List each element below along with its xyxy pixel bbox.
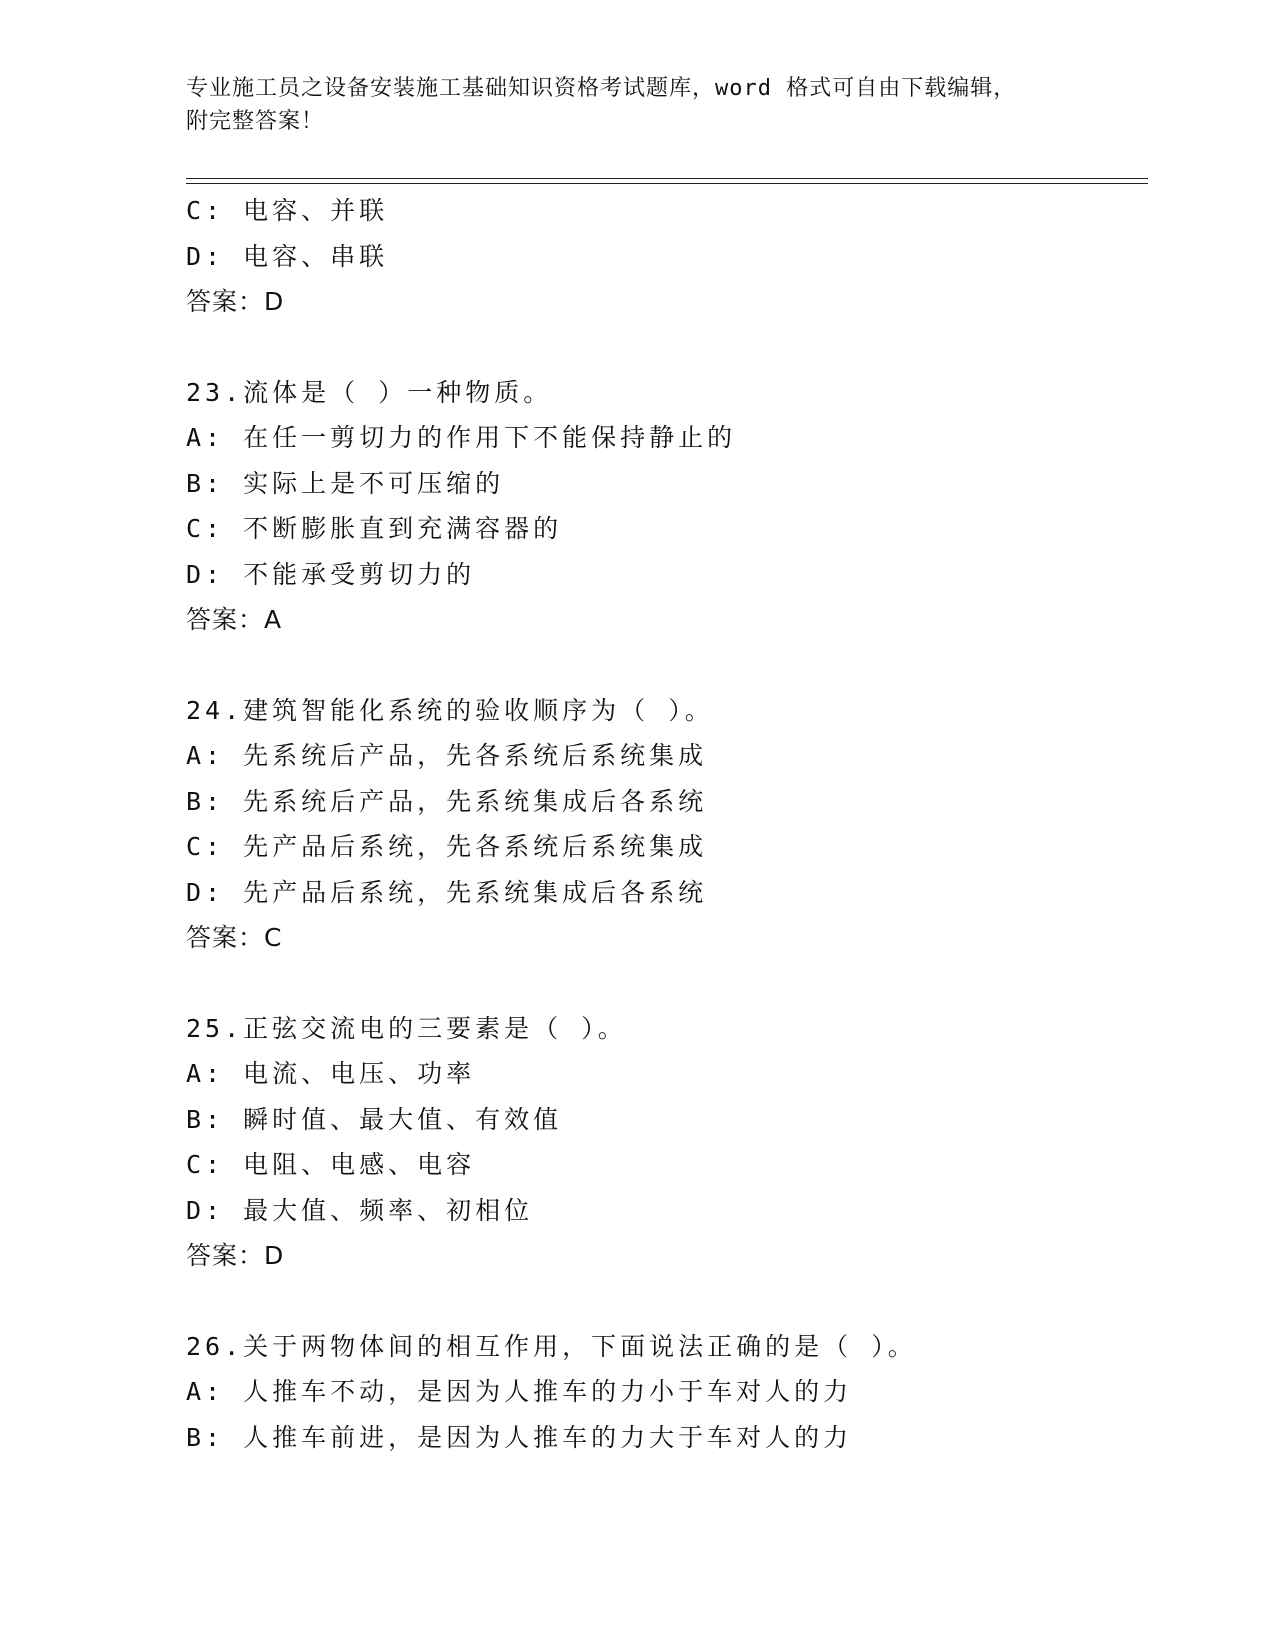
option-line: C: 电阻、电感、电容 (186, 1150, 476, 1179)
spacer (186, 961, 1136, 1006)
option-line: D: 电容、串联 (186, 241, 389, 271)
spacer (186, 1279, 1136, 1324)
answer-line: 答案：D (186, 1241, 285, 1270)
answer-line: 答案：D (186, 287, 285, 316)
question-stem: 26.关于两物体间的相互作用，下面说法正确的是（ ）。 (186, 1331, 917, 1361)
option-line: D: 先产品后系统，先系统集成后各系统 (186, 877, 708, 907)
question-list (186, 188, 1136, 1460)
option-line: D: 不能承受剪切力的 (186, 559, 476, 589)
question-block (186, 1324, 1136, 1461)
answer-line: 答案：C (186, 923, 283, 952)
option-line: B: 实际上是不可压缩的 (186, 468, 505, 498)
option-line: B: 先系统后产品，先系统集成后各系统 (186, 786, 708, 816)
header-line: 附完整答案！ (186, 109, 325, 134)
header-divider (186, 183, 1148, 184)
option-line: C: 电容、并联 (186, 196, 389, 225)
header-line: 专业施工员之设备安装施工基础知识资格考试题库，word 格式可自由下载编辑， (186, 76, 1017, 101)
spacer (186, 643, 1136, 688)
header-divider (186, 178, 1148, 179)
question-block (186, 688, 1136, 961)
option-line: B: 瞬时值、最大值、有效值 (186, 1104, 563, 1134)
question-stem: 24.建筑智能化系统的验收顺序为（ ）。 (186, 695, 714, 725)
question-stem: 25.正弦交流电的三要素是（ ）。 (186, 1013, 627, 1043)
option-line: A: 人推车不动，是因为人推车的力小于车对人的力 (186, 1377, 853, 1406)
option-line: A: 在任一剪切力的作用下不能保持静止的 (186, 423, 737, 452)
document-header (186, 72, 1086, 138)
spacer (186, 325, 1136, 370)
option-line: B: 人推车前进，是因为人推车的力大于车对人的力 (186, 1422, 853, 1452)
option-line: C: 不断膨胀直到充满容器的 (186, 514, 563, 543)
answer-line: 答案：A (186, 605, 283, 634)
option-line: D: 最大值、频率、初相位 (186, 1195, 534, 1225)
question-carryover (186, 188, 1136, 325)
question-block (186, 370, 1136, 643)
option-line: A: 先系统后产品，先各系统后系统集成 (186, 741, 708, 770)
option-line: C: 先产品后系统，先各系统后系统集成 (186, 832, 708, 861)
question-stem: 23.流体是（ ）一种物质。 (186, 377, 553, 407)
option-line: A: 电流、电压、功率 (186, 1059, 476, 1088)
question-block (186, 1006, 1136, 1279)
